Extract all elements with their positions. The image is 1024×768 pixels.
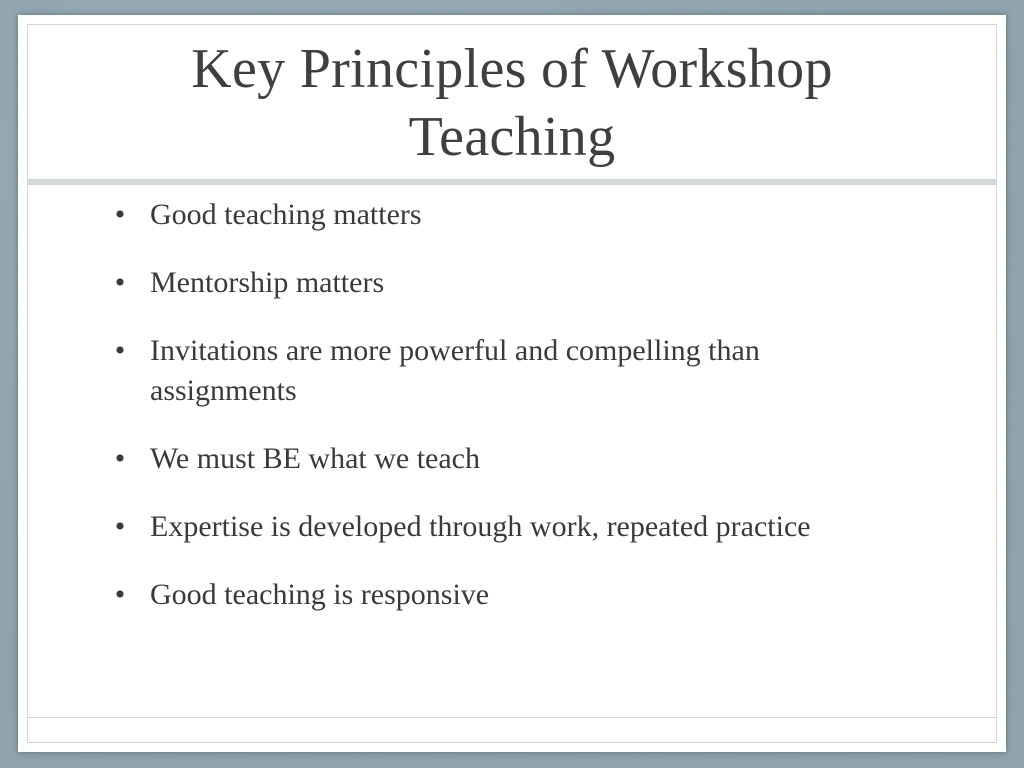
bullet-icon: • xyxy=(114,510,126,543)
footer-divider xyxy=(28,717,996,718)
bullet-item xyxy=(110,331,910,411)
bullet-text: Invitations are more powerful and compelling than assignments xyxy=(150,334,760,407)
bullet-icon: • xyxy=(114,578,126,611)
bullet-item xyxy=(110,195,910,235)
bullet-item xyxy=(110,575,910,615)
bullet-text: We must BE what we teach xyxy=(150,442,480,475)
bullet-text: Good teaching matters xyxy=(150,198,422,231)
slide xyxy=(18,15,1006,752)
bullet-text: Mentorship matters xyxy=(150,266,385,299)
bullet-icon: • xyxy=(114,198,126,231)
bullet-item xyxy=(110,439,910,479)
bullet-icon: • xyxy=(114,334,126,367)
bullet-list xyxy=(110,195,910,643)
title-area xyxy=(28,25,996,181)
bullet-icon: • xyxy=(114,266,126,299)
title-divider xyxy=(28,179,996,185)
bullet-text: Expertise is developed through work, repeated practice xyxy=(150,510,811,543)
slide-title: Key Principles of Workshop Teaching xyxy=(191,38,833,168)
bullet-icon: • xyxy=(114,442,126,475)
bullet-text: Good teaching is responsive xyxy=(150,578,490,611)
bullet-item xyxy=(110,507,910,547)
bullet-item xyxy=(110,263,910,303)
